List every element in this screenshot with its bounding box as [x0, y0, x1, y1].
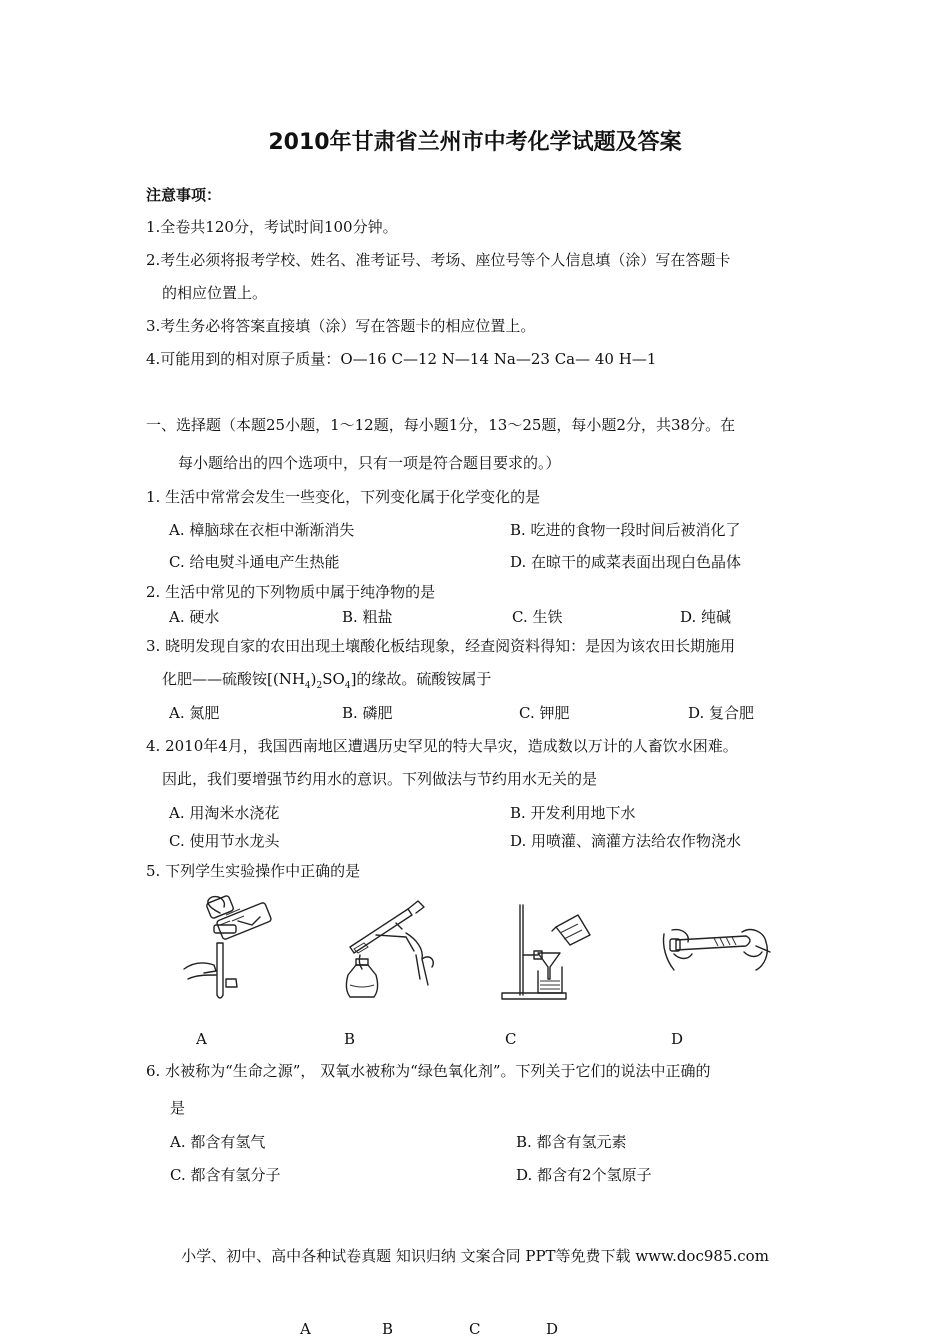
q2-option-a: A. 硬水 — [169, 608, 220, 626]
bottom-label-c: C — [469, 1320, 481, 1338]
figure-label-d: D — [671, 1030, 684, 1048]
page-footer: 小学、初中、高中各种试卷真题 知识归纳 文案合同 PPT等免费下载 www.doc985.com — [181, 1247, 769, 1265]
q1-option-b: B. 吃进的食物一段时间后被消化了 — [510, 521, 741, 539]
q5-stem: 5. 下列学生实验操作中正确的是 — [146, 862, 361, 880]
q3-option-b: B. 磷肥 — [342, 704, 393, 722]
q2-stem: 2. 生活中常见的下列物质中属于纯净物的是 — [146, 583, 436, 601]
q6-option-a: A. 都含有氢气 — [170, 1133, 266, 1151]
section-heading: 一、选择题（本题25小题，1～12题，每小题1分，13～25题，每小题2分，共38分。在 — [146, 416, 736, 434]
q1-stem: 1. 生活中常常会发生一些变化，下列变化属于化学变化的是 — [146, 488, 541, 506]
q4-stem-line2: 因此，我们要增强节约用水的意识。下列做法与节约用水无关的是 — [162, 770, 598, 788]
figure-label-b: B — [344, 1030, 356, 1048]
q3-option-c: C. 钾肥 — [519, 704, 570, 722]
q1-option-a: A. 樟脑球在衣柜中渐渐消失 — [169, 521, 355, 539]
q1-option-d: D. 在晾干的咸菜表面出现白色晶体 — [510, 553, 742, 571]
notice-item-1: 1.全卷共120分，考试时间100分钟。 — [146, 218, 398, 236]
q4-option-a: A. 用淘米水浇花 — [169, 804, 280, 822]
q3-sub-1: 4 — [304, 681, 311, 691]
bottom-label-a: A — [300, 1320, 311, 1338]
notice-heading: 注意事项： — [146, 186, 222, 204]
figure-c-filtration-icon — [498, 895, 608, 1007]
q2-option-b: B. 粗盐 — [342, 608, 393, 626]
q2-option-c: C. 生铁 — [512, 608, 563, 626]
q1-option-c: C. 给电熨斗通电产生热能 — [169, 553, 340, 571]
q3-stem-mid2: SO — [322, 670, 345, 688]
q6-stem-line1: 6. 水被称为“生命之源”， 双氧水被称为“绿色氧化剂”。下列关于它们的说法中正确的 — [146, 1062, 711, 1080]
figure-label-c: C — [505, 1030, 517, 1048]
q2-option-d: D. 纯碱 — [680, 608, 732, 626]
figure-b-heating-icon — [336, 895, 446, 1010]
q3-sub-2: 2 — [316, 681, 323, 691]
notice-item-2-cont: 的相应位置上。 — [162, 284, 268, 302]
q3-sub-3: 4 — [344, 681, 351, 691]
q3-stem-line2 — [162, 670, 491, 692]
bottom-label-d: D — [546, 1320, 559, 1338]
q6-stem-line2: 是 — [170, 1099, 186, 1117]
q6-option-c: C. 都含有氢分子 — [170, 1166, 281, 1184]
q4-option-c: C. 使用节水龙头 — [169, 832, 280, 850]
q3-stem-post: ]的缘故。硫酸铵属于 — [350, 670, 492, 688]
notice-item-4: 4.可能用到的相对原子质量：O—16 C—12 N—14 Na—23 Ca— 40 H—1 — [146, 350, 657, 368]
q3-option-d: D. 复合肥 — [688, 704, 755, 722]
notice-item-3: 3.考生务必将答案直接填（涂）写在答题卡的相应位置上。 — [146, 317, 536, 335]
q3-stem-pre: 化肥——硫酸铵[(NH — [162, 670, 305, 688]
bottom-label-b: B — [382, 1320, 394, 1338]
q4-option-b: B. 开发利用地下水 — [510, 804, 636, 822]
section-heading-cont: 每小题给出的四个选项中，只有一项是符合题目要求的。） — [178, 454, 561, 472]
figure-d-shaking-icon — [660, 910, 780, 990]
figure-label-a: A — [196, 1030, 207, 1048]
q6-option-d: D. 都含有2个氢原子 — [516, 1166, 652, 1184]
q3-stem-line1: 3. 晓明发现自家的农田出现土壤酸化板结现象，经查阅资料得知：是因为该农田长期施用 — [146, 637, 736, 655]
q4-option-d: D. 用喷灌、滴灌方法给农作物浇水 — [510, 832, 742, 850]
q3-option-a: A. 氮肥 — [169, 704, 220, 722]
notice-item-2: 2.考生必须将报考学校、姓名、准考证号、考场、座位号等个人信息填（涂）写在答题卡 — [146, 251, 731, 269]
page-title: 2010年甘肃省兰州市中考化学试题及答案 — [268, 130, 682, 155]
q6-option-b: B. 都含有氢元素 — [516, 1133, 627, 1151]
q4-stem-line1: 4. 2010年4月，我国西南地区遭遇历史罕见的特大旱灾，造成数以万计的人畜饮水困难。 — [146, 737, 738, 755]
q3-stem-mid: ) — [310, 670, 317, 688]
figure-a-pouring-icon — [180, 895, 280, 1005]
